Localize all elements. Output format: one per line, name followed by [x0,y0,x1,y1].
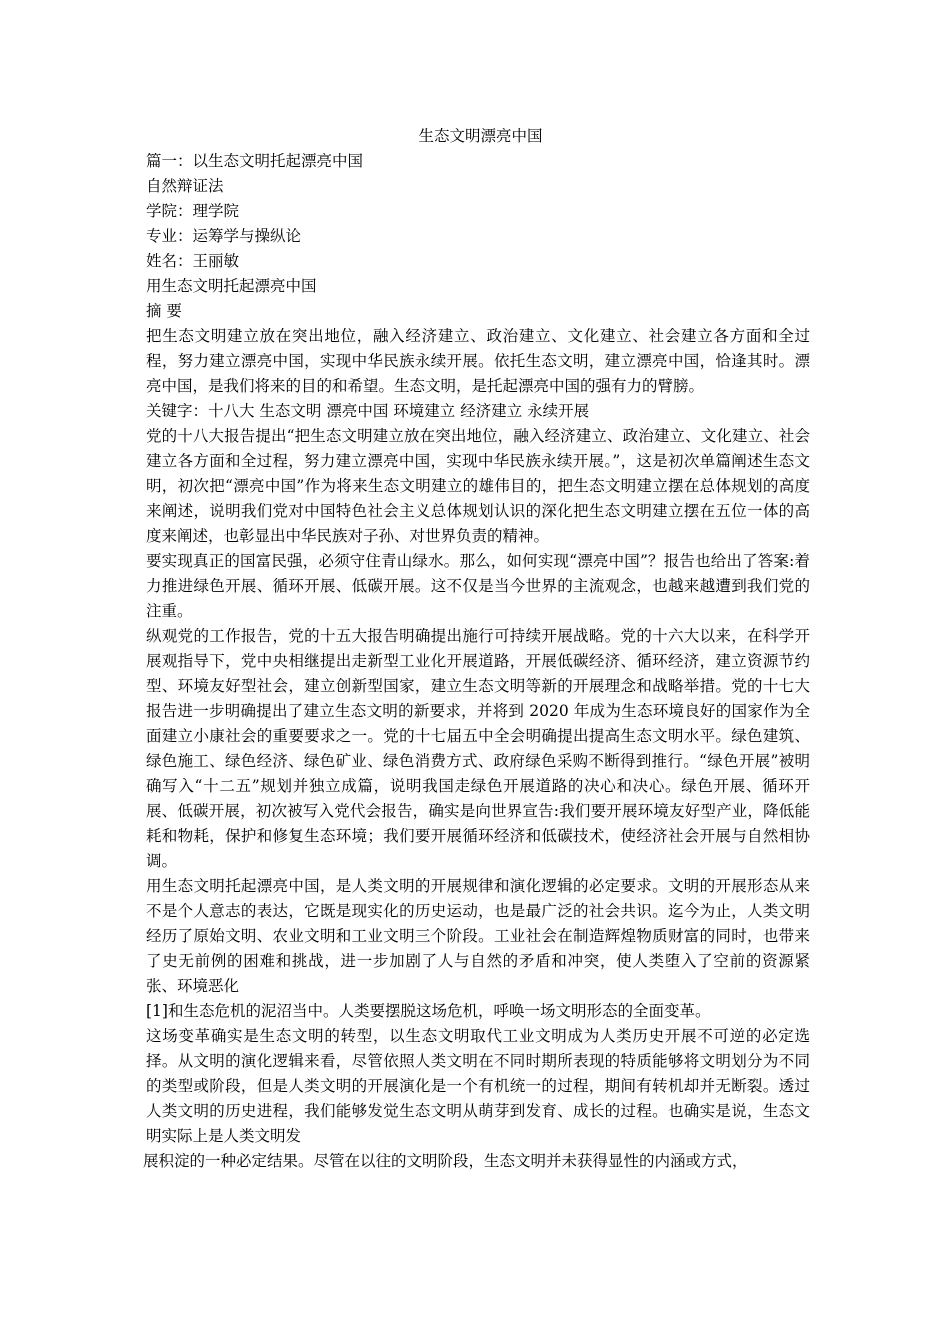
course-name: 自然辩证法 [146,177,224,195]
body-paragraph: 纵观党的工作报告，党的十五大报告明确提出施行可持续开展战略。党的十六大以来，在科学开展观指导下，党中央相继提出走新型工业化开展道路，开展低碳经济、循环经济，建立资源节约型、环境友好型社会，建立创新型国家，建立生态文明等新的开展理念和战略举措。党的十七大报告进一步明确提出了建立生态文明的新要求，并将到 2020 年成为生态环境良好的国家作为全面建立小康社会的重要要求之一。党的十七届五中全会明确提出提高生态文明水平。绿色建筑、绿色施工、绿色经济、绿色矿业、绿色消费方式、政府绿色采购不断得到推行。“绿色开展”被明确写入“十二五”规划并独立成篇，说明我国走绿色开展道路的决心和决心。绿色开展、循环开展、低碳开展，初次被写入党代会报告，确实是向世界宣告:我们要开展环境友好型产业，降低能耗和物耗，保护和修复生态环境；我们要开展循环经济和低碳技术，使经济社会开展与自然相协调。 [146,627,810,870]
body-paragraph: 党的十八大报告提出“把生态文明建立放在突出地位，融入经济建立、政治建立、文化建立、社会建立各方面和全过程，努力建立漂亮中国，实现中华民族永续开展。”，这是初次单篇阐述生态文明，初次把“漂亮中国”作为将来生态文明建立的雄伟目的，把生态文明建立摆在总体规划的高度来阐述，说明我们党对中国特色社会主义总体规划认识的深化把生态文明建立摆在五位一体的高度来阐述，也彰显出中华民族对子孙、对世界负责的精神。 [146,427,810,545]
section-heading: 篇一：以生态文明托起漂亮中国 [146,152,364,170]
document-title: 生态文明漂亮中国 [418,127,543,145]
keywords-line: 关键字：十八大 生态文明 漂亮中国 环境建立 经济建立 永续开展 [146,402,590,420]
author-line: 姓名：王丽敏 [146,252,240,270]
body-paragraph: 展积淀的一种必定结果。尽管在以往的文明阶段，生态文明并未获得显性的内涵或方式， [143,1152,748,1170]
major-line: 专业：运筹学与操纵论 [146,227,302,245]
paper-title: 用生态文明托起漂亮中国 [146,277,317,295]
body-paragraph: 这场变革确实是生态文明的转型，以生态文明取代工业文明成为人类历史开展不可逆的必定选择。从文明的演化逻辑来看，尽管依照人类文明在不同时期所表现的特质能够将文明划分为不同的类型或阶段，但是人类文明的开展演化是一个有机统一的过程，期间有转机却并无断裂。透过人类文明的历史进程，我们能够发觉生态文明从萌芽到发育、成长的过程。也确实是说，生态文明实际上是人类文明发 [146,1027,810,1145]
body-paragraph: 用生态文明托起漂亮中国，是人类文明的开展规律和演化逻辑的必定要求。文明的开展形态从来不是个人意志的表达，它既是现实化的历史运动，也是最广泛的社会共识。迄今为止，人类文明经历了原始文明、农业文明和工业文明三个阶段。工业社会在制造辉煌物质财富的同时，也带来了史无前例的困难和挑战，进一步加剧了人与自然的矛盾和冲突，使人类堕入了空前的资源紧张、环境恶化 [146,877,810,995]
abstract-heading: 摘 要 [146,302,182,320]
college-line: 学院：理学院 [146,202,240,220]
body-paragraph: 要实现真正的国富民强，必须守住青山绿水。那么，如何实现“漂亮中国”？报告也给出了答案:着力推进绿色开展、循环开展、低碳开展。这不仅是当今世界的主流观念，也越来越遭到我们党的注重。 [146,552,810,620]
document-body [143,124,810,1174]
body-paragraph: [1]和生态危机的泥沼当中。人类要摆脱这场危机，呼唤一场文明形态的全面变革。 [146,1002,711,1020]
abstract-paragraph: 把生态文明建立放在突出地位，融入经济建立、政治建立、文化建立、社会建立各方面和全过程，努力建立漂亮中国，实现中华民族永续开展。依托生态文明，建立漂亮中国，恰逢其时。漂亮中国，是我们将来的目的和希望。生态文明，是托起漂亮中国的强有力的臂膀。 [146,327,810,395]
